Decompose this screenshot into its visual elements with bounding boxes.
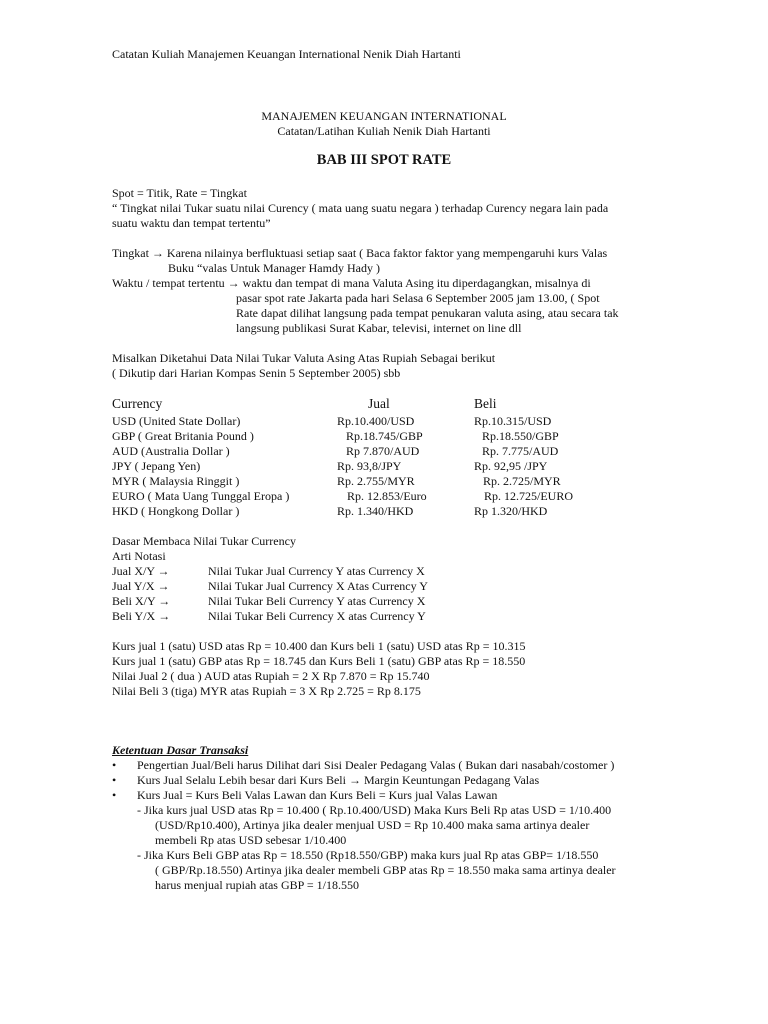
table-cell-jual: Rp.18.745/GBP xyxy=(346,429,423,443)
table-cell-jual: Rp 7.870/AUD xyxy=(346,444,420,458)
table-cell-beli: Rp. 2.725/MYR xyxy=(483,474,561,488)
ketentuan-sub: membeli Rp atas USD sebesar 1/10.400 xyxy=(155,833,347,847)
document-subtitle: Catatan/Latihan Kuliah Nenik Diah Hartanti xyxy=(277,124,491,138)
ketentuan-sub: - Jika Kurs Beli GBP atas Rp = 18.550 (Rp18.550/GBP) maka kurs jual Rp atas GBP= 1/18.550 xyxy=(137,848,599,862)
dasar-title: Dasar Membaca Nilai Tukar Currency xyxy=(112,534,296,548)
arti-notasi: Arti Notasi xyxy=(112,549,166,563)
table-cell-currency: GBP ( Great Britania Pound ) xyxy=(112,429,254,443)
notation-meaning: Nilai Tukar Jual Currency Y atas Currency X xyxy=(208,564,425,578)
waktu-line: langsung publikasi Surat Kabar, televisi, internet on line dll xyxy=(236,321,522,335)
ketentuan-sub: ( GBP/Rp.18.550) Artinya jika dealer membeli GBP atas Rp = 18.550 maka sama artinya dealer xyxy=(155,863,616,877)
kurs-example: Kurs jual 1 (satu) USD atas Rp = 10.400 dan Kurs beli 1 (satu) USD atas Rp = 10.315 xyxy=(112,639,526,653)
table-cell-jual: Rp. 12.853/Euro xyxy=(347,489,427,503)
ketentuan-sub: harus menjual rupiah atas GBP = 1/18.550 xyxy=(155,878,359,892)
waktu-line: Waktu / tempat tertentu → waktu dan tempat di mana Valuta Asing itu diperdagangkan, misalnya di xyxy=(112,276,591,290)
tingkat-line: Tingkat → Karena nilainya berfluktuasi setiap saat ( Baca faktor faktor yang mempengaruhi kurs Valas xyxy=(112,246,608,260)
table-cell-beli: Rp 1.320/HKD xyxy=(474,504,548,518)
misal-line: Misalkan Diketahui Data Nilai Tukar Valuta Asing Atas Rupiah Sebagai berikut xyxy=(112,351,496,365)
bullet-icon: • xyxy=(112,758,117,772)
ketentuan-sub: - Jika kurs jual USD atas Rp = 10.400 ( Rp.10.400/USD) Maka Kurs Beli Rp atas USD = 1/10.400 xyxy=(137,803,612,817)
table-cell-beli: Rp. 12.725/EURO xyxy=(484,489,574,503)
notation-key: Jual Y/X → xyxy=(112,579,170,593)
document-title: MANAJEMEN KEUANGAN INTERNATIONAL xyxy=(261,109,507,123)
intro-line: “ Tingkat nilai Tukar suatu nilai Curency ( mata uang suatu negara ) terhadap Curency negara lain pada xyxy=(112,201,609,215)
notation-meaning: Nilai Tukar Beli Currency Y atas Currency X xyxy=(208,594,426,608)
kurs-example: Nilai Jual 2 ( dua ) AUD atas Rupiah = 2 X Rp 7.870 = Rp 15.740 xyxy=(112,669,430,683)
ketentuan-item: Kurs Jual Selalu Lebih besar dari Kurs Beli → Margin Keuntungan Pedagang Valas xyxy=(137,773,540,787)
notation-key: Beli Y/X → xyxy=(112,609,171,623)
table-cell-beli: Rp. 7.775/AUD xyxy=(482,444,559,458)
table-cell-currency: MYR ( Malaysia Ringgit ) xyxy=(112,474,240,488)
kurs-example: Kurs jual 1 (satu) GBP atas Rp = 18.745 dan Kurs Beli 1 (satu) GBP atas Rp = 18.550 xyxy=(112,654,526,668)
notation-meaning: Nilai Tukar Beli Currency X atas Currency Y xyxy=(208,609,426,623)
table-cell-currency: EURO ( Mata Uang Tunggal Eropa ) xyxy=(112,489,290,503)
intro-line: Spot = Titik, Rate = Tingkat xyxy=(112,186,247,200)
table-cell-currency: USD (United State Dollar) xyxy=(112,414,241,428)
page-header: Catatan Kuliah Manajemen Keuangan International Nenik Diah Hartanti xyxy=(112,47,461,61)
notation-key: Jual X/Y → xyxy=(112,564,170,578)
table-cell-jual: Rp.10.400/USD xyxy=(337,414,415,428)
table-header-currency: Currency xyxy=(112,396,163,411)
table-cell-currency: HKD ( Hongkong Dollar ) xyxy=(112,504,240,518)
notation-key: Beli X/Y → xyxy=(112,594,171,608)
bullet-icon: • xyxy=(112,773,117,787)
tingkat-line: Buku “valas Untuk Manager Hamdy Hady ) xyxy=(168,261,380,275)
chapter-title: BAB III SPOT RATE xyxy=(316,152,452,168)
table-cell-jual: Rp. 93,8/JPY xyxy=(337,459,402,473)
waktu-line: pasar spot rate Jakarta pada hari Selasa 6 September 2005 jam 13.00, ( Spot xyxy=(236,291,600,305)
ketentuan-title: Ketentuan Dasar Transaksi xyxy=(112,743,249,757)
table-cell-beli: Rp.18.550/GBP xyxy=(482,429,559,443)
intro-line: suatu waktu dan tempat tertentu” xyxy=(112,216,271,230)
table-cell-jual: Rp. 2.755/MYR xyxy=(337,474,415,488)
table-header-jual: Jual xyxy=(368,396,390,411)
kurs-example: Nilai Beli 3 (tiga) MYR atas Rupiah = 3 X Rp 2.725 = Rp 8.175 xyxy=(112,684,421,698)
ketentuan-sub: (USD/Rp10.400), Artinya jika dealer menjual USD = Rp 10.400 maka sama artinya dealer xyxy=(155,818,590,832)
table-cell-jual: Rp. 1.340/HKD xyxy=(337,504,414,518)
table-header-beli: Beli xyxy=(474,396,497,411)
notation-meaning: Nilai Tukar Jual Currency X Atas Currency Y xyxy=(208,579,428,593)
waktu-line: Rate dapat dilihat langsung pada tempat penukaran valuta asing, atau secara tak xyxy=(236,306,619,320)
ketentuan-item: Pengertian Jual/Beli harus Dilihat dari Sisi Dealer Pedagang Valas ( Bukan dari nasabah/costomer ) xyxy=(137,758,615,772)
bullet-icon: • xyxy=(112,788,117,802)
table-cell-currency: JPY ( Jepang Yen) xyxy=(112,459,201,473)
table-cell-beli: Rp.10.315/USD xyxy=(474,414,552,428)
table-cell-currency: AUD (Australia Dollar ) xyxy=(112,444,230,458)
ketentuan-item: Kurs Jual = Kurs Beli Valas Lawan dan Kurs Beli = Kurs jual Valas Lawan xyxy=(137,788,498,802)
table-cell-beli: Rp. 92,95 /JPY xyxy=(474,459,548,473)
misal-line: ( Dikutip dari Harian Kompas Senin 5 September 2005) sbb xyxy=(112,366,401,380)
